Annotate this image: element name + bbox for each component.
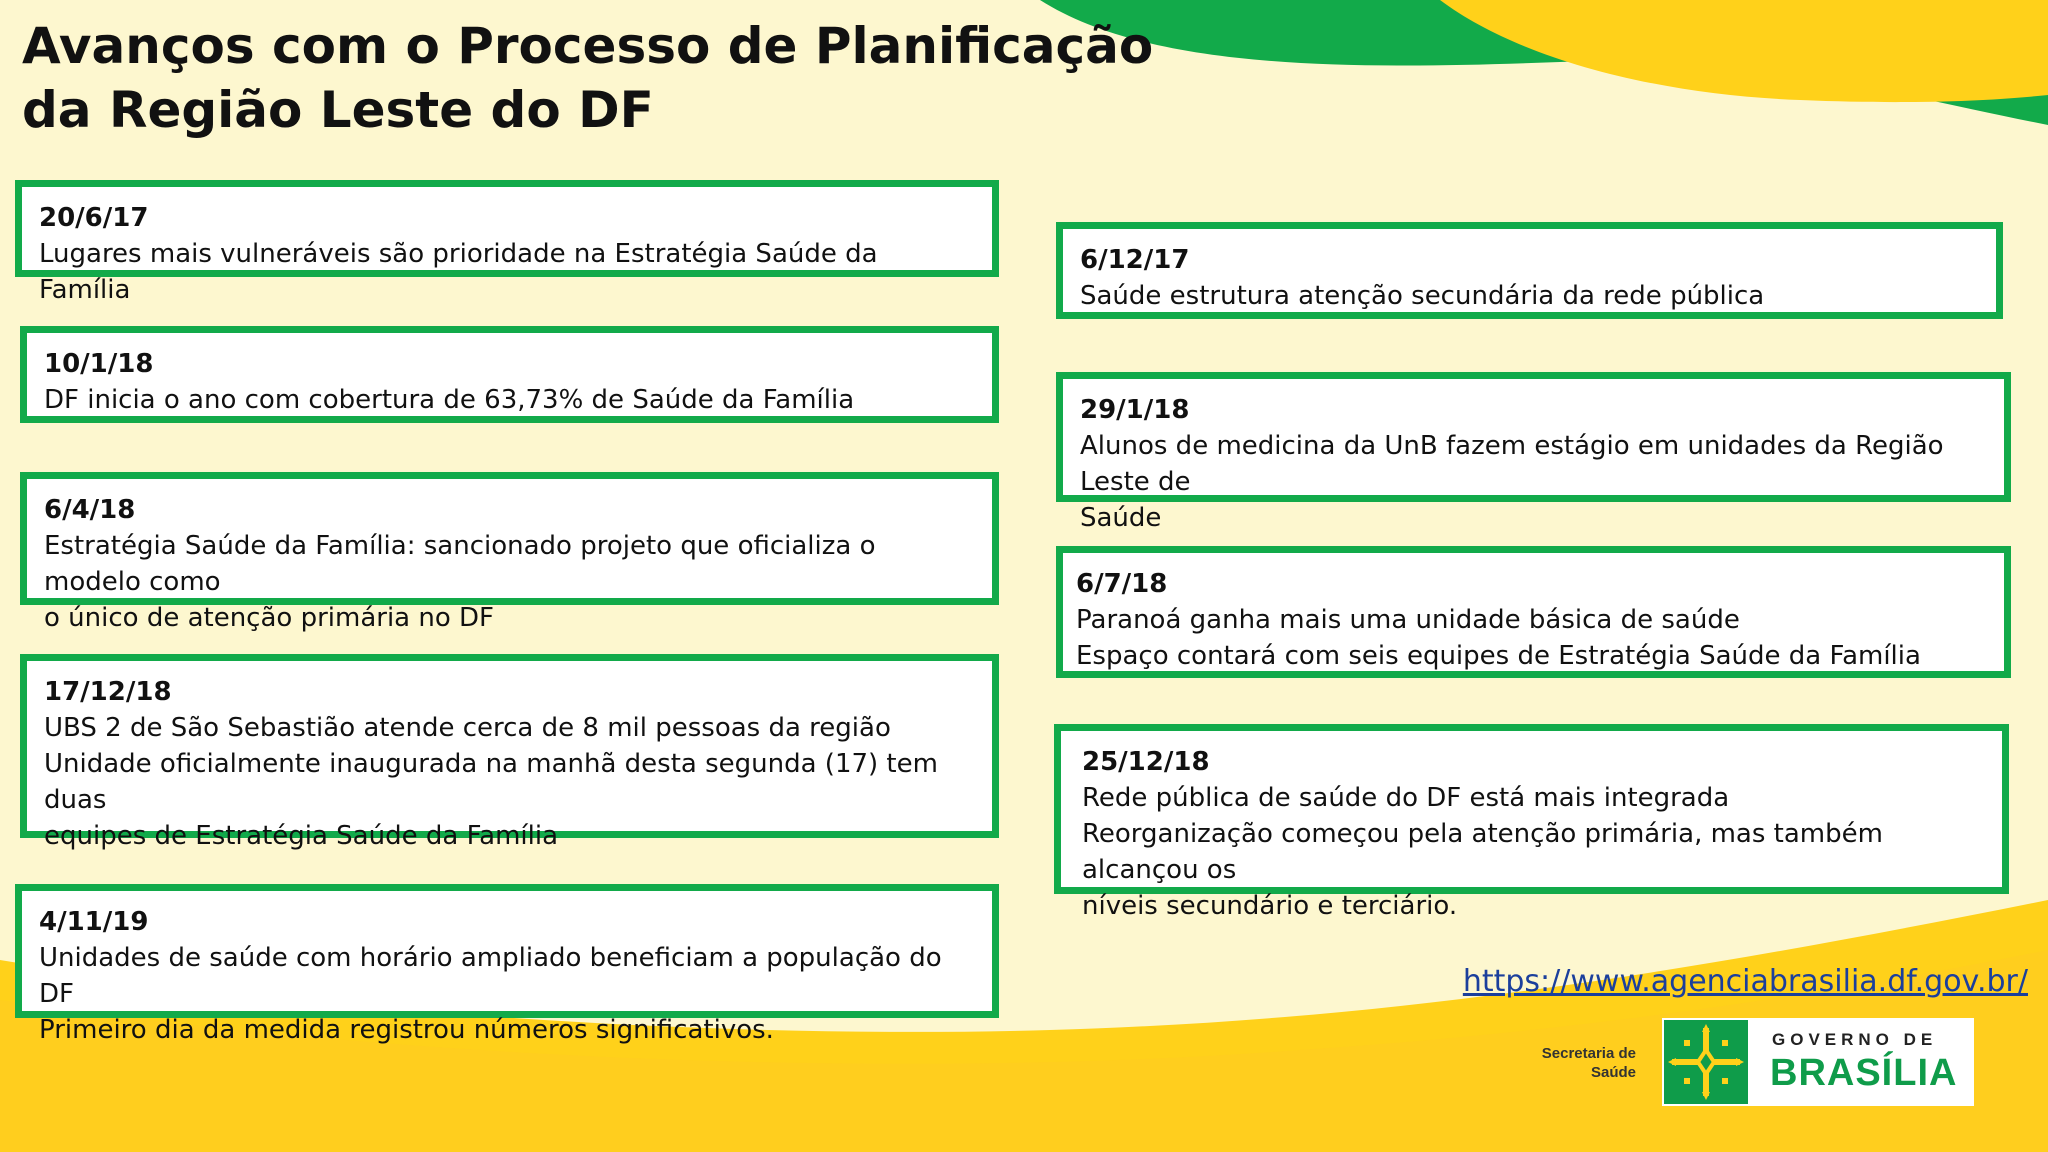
timeline-card-right-3 bbox=[1056, 546, 2011, 678]
timeline-card-right-4 bbox=[1054, 724, 2009, 921]
governo-de-label: GOVERNO DE bbox=[1772, 1030, 1938, 1049]
timeline-card-right-1 bbox=[1056, 222, 2003, 319]
card-text: Saúde bbox=[1080, 503, 1162, 533]
card-text: Espaço contará com seis equipes de Estratégia Saúde da Família bbox=[1076, 641, 1921, 671]
card-date: 29/1/18 bbox=[1080, 395, 1190, 425]
brasilia-label: BRASÍLIA bbox=[1770, 1052, 1958, 1094]
card-date: 17/12/18 bbox=[44, 677, 172, 707]
card-text: Estratégia Saúde da Família: sancionado projeto que oficializa o modelo como bbox=[44, 531, 876, 597]
timeline-card-right-2 bbox=[1056, 372, 2011, 533]
card-text: Unidades de saúde com horário ampliado beneficiam a população do DF bbox=[39, 943, 942, 1009]
title-line-2: da Região Leste do DF bbox=[22, 81, 654, 139]
card-text: Saúde estrutura atenção secundária da rede pública bbox=[1080, 281, 1765, 311]
card-text: Lugares mais vulneráveis são prioridade na Estratégia Saúde da Família bbox=[39, 239, 878, 305]
card-text: níveis secundário e terciário. bbox=[1082, 891, 1458, 921]
governo-brasilia-logo bbox=[1662, 1018, 1974, 1106]
timeline-card-left-2 bbox=[20, 326, 999, 423]
card-text: Paranoá ganha mais uma unidade básica de saúde bbox=[1076, 605, 1740, 635]
timeline-card-left-4 bbox=[20, 654, 999, 851]
card-date: 4/11/19 bbox=[39, 907, 149, 937]
card-text: Alunos de medicina da UnB fazem estágio em unidades da Região Leste de bbox=[1080, 431, 1944, 497]
card-text: Reorganização começou pela atenção primária, mas também alcançou os bbox=[1082, 819, 1883, 885]
timeline-card-left-1 bbox=[15, 180, 999, 305]
page-title bbox=[22, 14, 1153, 142]
timeline-card-left-5 bbox=[15, 884, 999, 1045]
card-date: 10/1/18 bbox=[44, 349, 154, 379]
card-text: Unidade oficialmente inaugurada na manhã desta segunda (17) tem duas bbox=[44, 749, 938, 815]
secretaria-saude-label bbox=[1500, 1044, 1636, 1082]
card-text: Rede pública de saúde do DF está mais integrada bbox=[1082, 783, 1730, 813]
card-text: Primeiro dia da medida registrou números significativos. bbox=[39, 1015, 774, 1045]
agencia-brasilia-link[interactable]: https://www.agenciabrasilia.df.gov.br/ bbox=[1462, 964, 2028, 999]
card-text: DF inicia o ano com cobertura de 63,73% de Saúde da Família bbox=[44, 385, 855, 415]
secretaria-line-2: Saúde bbox=[1590, 1064, 1636, 1081]
title-line-1: Avanços com o Processo de Planificação bbox=[22, 17, 1154, 75]
brasilia-cross-emblem-icon bbox=[1664, 1020, 1748, 1104]
card-text: UBS 2 de São Sebastião atende cerca de 8 mil pessoas da região bbox=[44, 713, 891, 743]
card-text: o único de atenção primária no DF bbox=[44, 603, 494, 633]
card-text: equipes de Estratégia Saúde da Família bbox=[44, 821, 558, 851]
card-date: 6/12/17 bbox=[1080, 245, 1190, 275]
timeline-card-left-3 bbox=[20, 472, 999, 633]
card-date: 20/6/17 bbox=[39, 203, 149, 233]
card-date: 6/7/18 bbox=[1076, 569, 1168, 599]
card-date: 25/12/18 bbox=[1082, 747, 1210, 777]
card-date: 6/4/18 bbox=[44, 495, 136, 525]
secretaria-line-1: Secretaria de bbox=[1541, 1045, 1636, 1062]
